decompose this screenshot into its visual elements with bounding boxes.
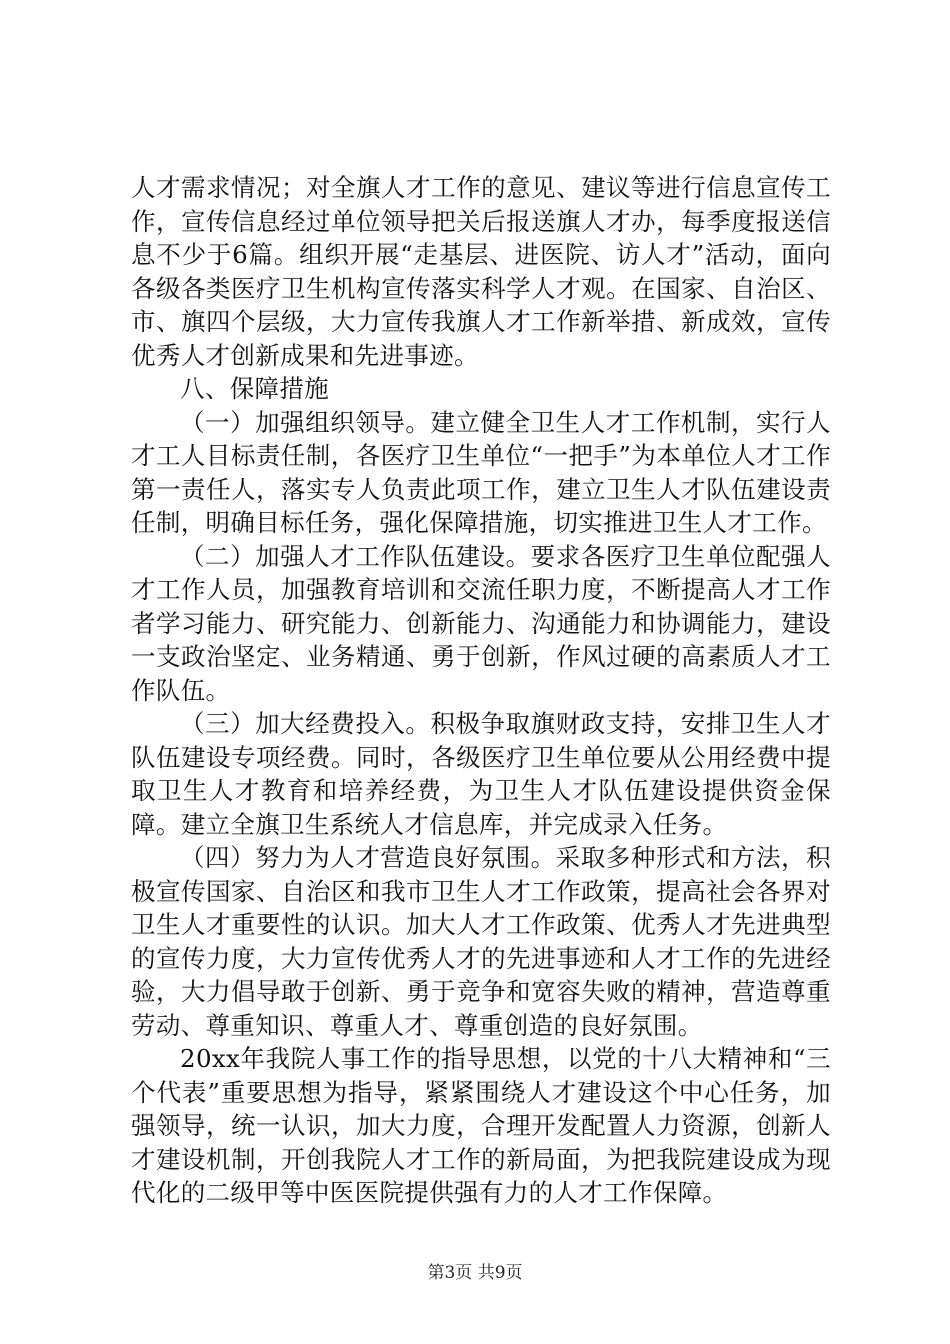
paragraph-organization-leadership: （一）加强组织领导。建立健全卫生人才工作机制，实行人才工人目标责任制，各医疗卫生单位“一把手”为本单位人才工作第一责任人，落实专人负责此项工作，建立卫生人才队伍建设责任制，明确目标任务，强化保障措施，切实推进卫生人才工作。 [131,407,831,537]
paragraph-atmosphere: （四）努力为人才营造良好氛围。采取多种形式和方法，积极宣传国家、自治区和我市卫生人才工作政策，提高社会各界对卫生人才重要性的认识。加大人才工作政策、优秀人才先进典型的宣传力度，大力宣传优秀人才的先进事迹和人才工作的先进经验，大力倡导敢于创新、勇于竞争和宽容失败的精神，营造尊重劳动、尊重知识、尊重人才、尊重创造的良好氛围。 [131,843,831,1040]
document-body [131,171,831,1210]
section-heading-safeguards: 八、保障措施 [180,374,330,403]
paragraph-funding: （三）加大经费投入。积极争取旗财政支持，安排卫生人才队伍建设专项经费。同时，各级医疗卫生单位要从公用经费中提取卫生人才教育和培养经费，为卫生人才队伍建设提供资金保障。建立全旗卫生系统人才信息库，并完成录入任务。 [131,709,831,839]
paragraph-1: 人才需求情况；对全旗人才工作的意见、建议等进行信息宣传工作，宣传信息经过单位领导把关后报送旗人才办，每季度报送信息不少于6篇。组织开展“走基层、进医院、访人才”活动，面向各级各类医疗卫生机构宣传落实科学人才观。在国家、自治区、市、旗四个层级，大力宣传我旗人才工作新举措、新成效，宣传优秀人才创新成果和先进事迹。 [131,173,831,370]
page-number-footer: 第3页 共9页 [427,1263,523,1283]
paragraph-guiding-ideology: 20xx年我院人事工作的指导思想，以党的十八大精神和“三个代表”重要思想为指导，紧紧围绕人才建设这个中心任务，加强领导，统一认识，加大力度，合理开发配置人力资源，创新人才建设机制，开创我院人才工作的新局面，为把我院建设成为现代化的二级甲等中医医院提供强有力的人才工作保障。 [131,1044,831,1207]
paragraph-team-building: （二）加强人才工作队伍建设。要求各医疗卫生单位配强人才工作人员，加强教育培训和交流任职力度，不断提高人才工作者学习能力、研究能力、创新能力、沟通能力和协调能力，建设一支政治坚定、业务精通、勇于创新，作风过硬的高素质人才工作队伍。 [131,541,831,705]
